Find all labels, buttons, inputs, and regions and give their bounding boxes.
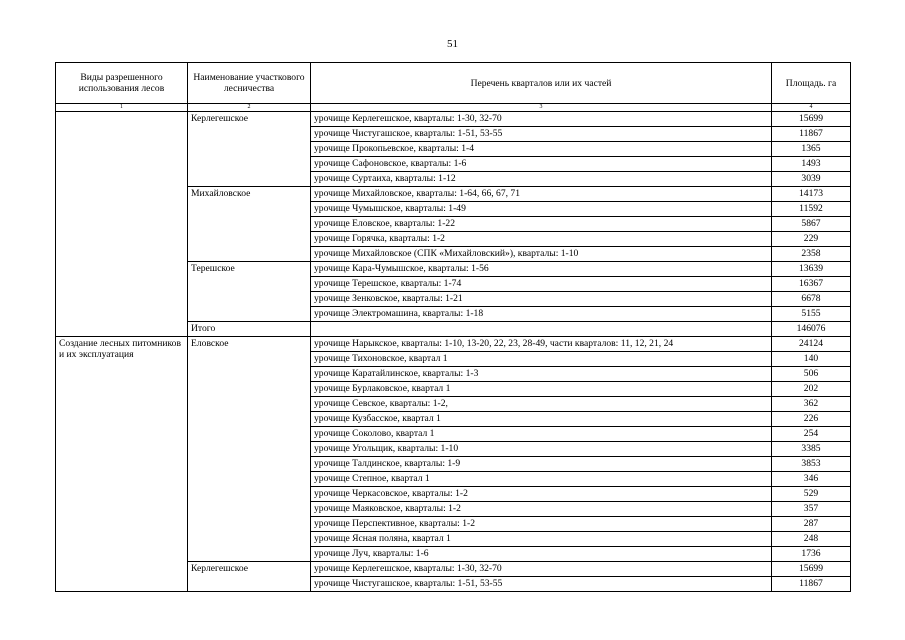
column-number: 2 [188,104,311,112]
tract-cell: урочище Сафоновское, кварталы: 1-6 [311,157,772,172]
area-cell: 1365 [772,142,851,157]
area-cell: 248 [772,532,851,547]
tract-cell: урочище Кара-Чумышское, кварталы: 1-56 [311,262,772,277]
area-cell: 1493 [772,157,851,172]
tract-cell: урочище Маяковское, кварталы: 1-2 [311,502,772,517]
tract-cell: урочище Михайловское, кварталы: 1-64, 66, 67, 71 [311,187,772,202]
tract-cell: урочище Еловское, кварталы: 1-22 [311,217,772,232]
use-cell [56,112,188,337]
total-label: Итого [188,322,311,337]
column-number-row [56,104,851,112]
area-cell: 229 [772,232,851,247]
area-cell: 287 [772,517,851,532]
tract-cell: урочище Керлегешское, кварталы: 1-30, 32-70 [311,112,772,127]
table-row [56,112,851,127]
table-row [56,337,851,352]
page-number: 51 [447,38,458,50]
tract-cell: урочище Перспективное, кварталы: 1-2 [311,517,772,532]
tract-cell: урочище Луч, кварталы: 1-6 [311,547,772,562]
area-cell: 226 [772,412,851,427]
tract-cell: урочище Талдинское, кварталы: 1-9 [311,457,772,472]
area-cell: 2358 [772,247,851,262]
header-forestry: Наименование участкового лесничества [188,63,311,104]
area-cell: 357 [772,502,851,517]
area-cell: 5155 [772,307,851,322]
tract-cell: урочище Прокопьевское, кварталы: 1-4 [311,142,772,157]
tract-cell: урочище Чистугашское, кварталы: 1-51, 53-55 [311,127,772,142]
tract-cell: урочище Горячка, кварталы: 1-2 [311,232,772,247]
area-cell: 362 [772,397,851,412]
tract-cell: урочище Черкасовское, кварталы: 1-2 [311,487,772,502]
column-number: 1 [56,104,188,112]
area-cell: 346 [772,472,851,487]
forestry-cell: Терешское [188,262,311,322]
tract-cell: урочище Степное, квартал 1 [311,472,772,487]
area-cell: 202 [772,382,851,397]
tract-cell: урочище Ясная поляна, квартал 1 [311,532,772,547]
area-cell: 16367 [772,277,851,292]
tract-cell: урочище Михайловское (СПК «Михайловский»), кварталы: 1-10 [311,247,772,262]
area-cell: 11867 [772,577,851,592]
header-area: Площадь. га [772,63,851,104]
area-cell: 3385 [772,442,851,457]
area-cell: 254 [772,427,851,442]
area-cell: 3039 [772,172,851,187]
tract-cell: урочище Каратайлинское, кварталы: 1-3 [311,367,772,382]
header-tracts: Перечень кварталов или их частей [311,63,772,104]
area-cell: 3853 [772,457,851,472]
total-area: 146076 [772,322,851,337]
tract-cell: урочище Чумышское, кварталы: 1-49 [311,202,772,217]
area-cell: 506 [772,367,851,382]
tract-cell [311,322,772,337]
area-cell: 15699 [772,112,851,127]
tract-cell: урочище Электромашина, кварталы: 1-18 [311,307,772,322]
forestry-cell: Керлегешское [188,112,311,187]
area-cell: 15699 [772,562,851,577]
tract-cell: урочище Зенковское, кварталы: 1-21 [311,292,772,307]
tract-cell: урочище Терешское, кварталы: 1-74 [311,277,772,292]
area-cell: 6678 [772,292,851,307]
forestry-cell: Керлегешское [188,562,311,592]
column-number: 3 [311,104,772,112]
forest-use-table [55,62,851,592]
tract-cell: урочище Тихоновское, квартал 1 [311,352,772,367]
area-cell: 24124 [772,337,851,352]
tract-cell: урочище Кузбасское, квартал 1 [311,412,772,427]
tract-cell: урочище Чистугашское, кварталы: 1-51, 53-55 [311,577,772,592]
tract-cell: урочище Керлегешское, кварталы: 1-30, 32-70 [311,562,772,577]
area-cell: 11592 [772,202,851,217]
tract-cell: урочище Соколово, квартал 1 [311,427,772,442]
tract-cell: урочище Суртаиха, кварталы: 1-12 [311,172,772,187]
area-cell: 140 [772,352,851,367]
forestry-cell: Еловское [188,337,311,562]
column-number: 4 [772,104,851,112]
tract-cell: урочище Севское, кварталы: 1-2, [311,397,772,412]
tract-cell: урочище Бурлаковское, квартал 1 [311,382,772,397]
area-cell: 11867 [772,127,851,142]
forestry-cell: Михайловское [188,187,311,262]
area-cell: 5867 [772,217,851,232]
tract-cell: урочище Угольщик, кварталы: 1-10 [311,442,772,457]
tract-cell: урочище Нарыкское, кварталы: 1-10, 13-20, 22, 23, 28-49, части кварталов: 11, 12, 21, 24 [311,337,772,352]
area-cell: 1736 [772,547,851,562]
area-cell: 13639 [772,262,851,277]
header-row [56,63,851,104]
header-use: Виды разрешенного использования лесов [56,63,188,104]
area-cell: 14173 [772,187,851,202]
area-cell: 529 [772,487,851,502]
use-cell: Создание лесных питомников и их эксплуатация [56,337,188,592]
